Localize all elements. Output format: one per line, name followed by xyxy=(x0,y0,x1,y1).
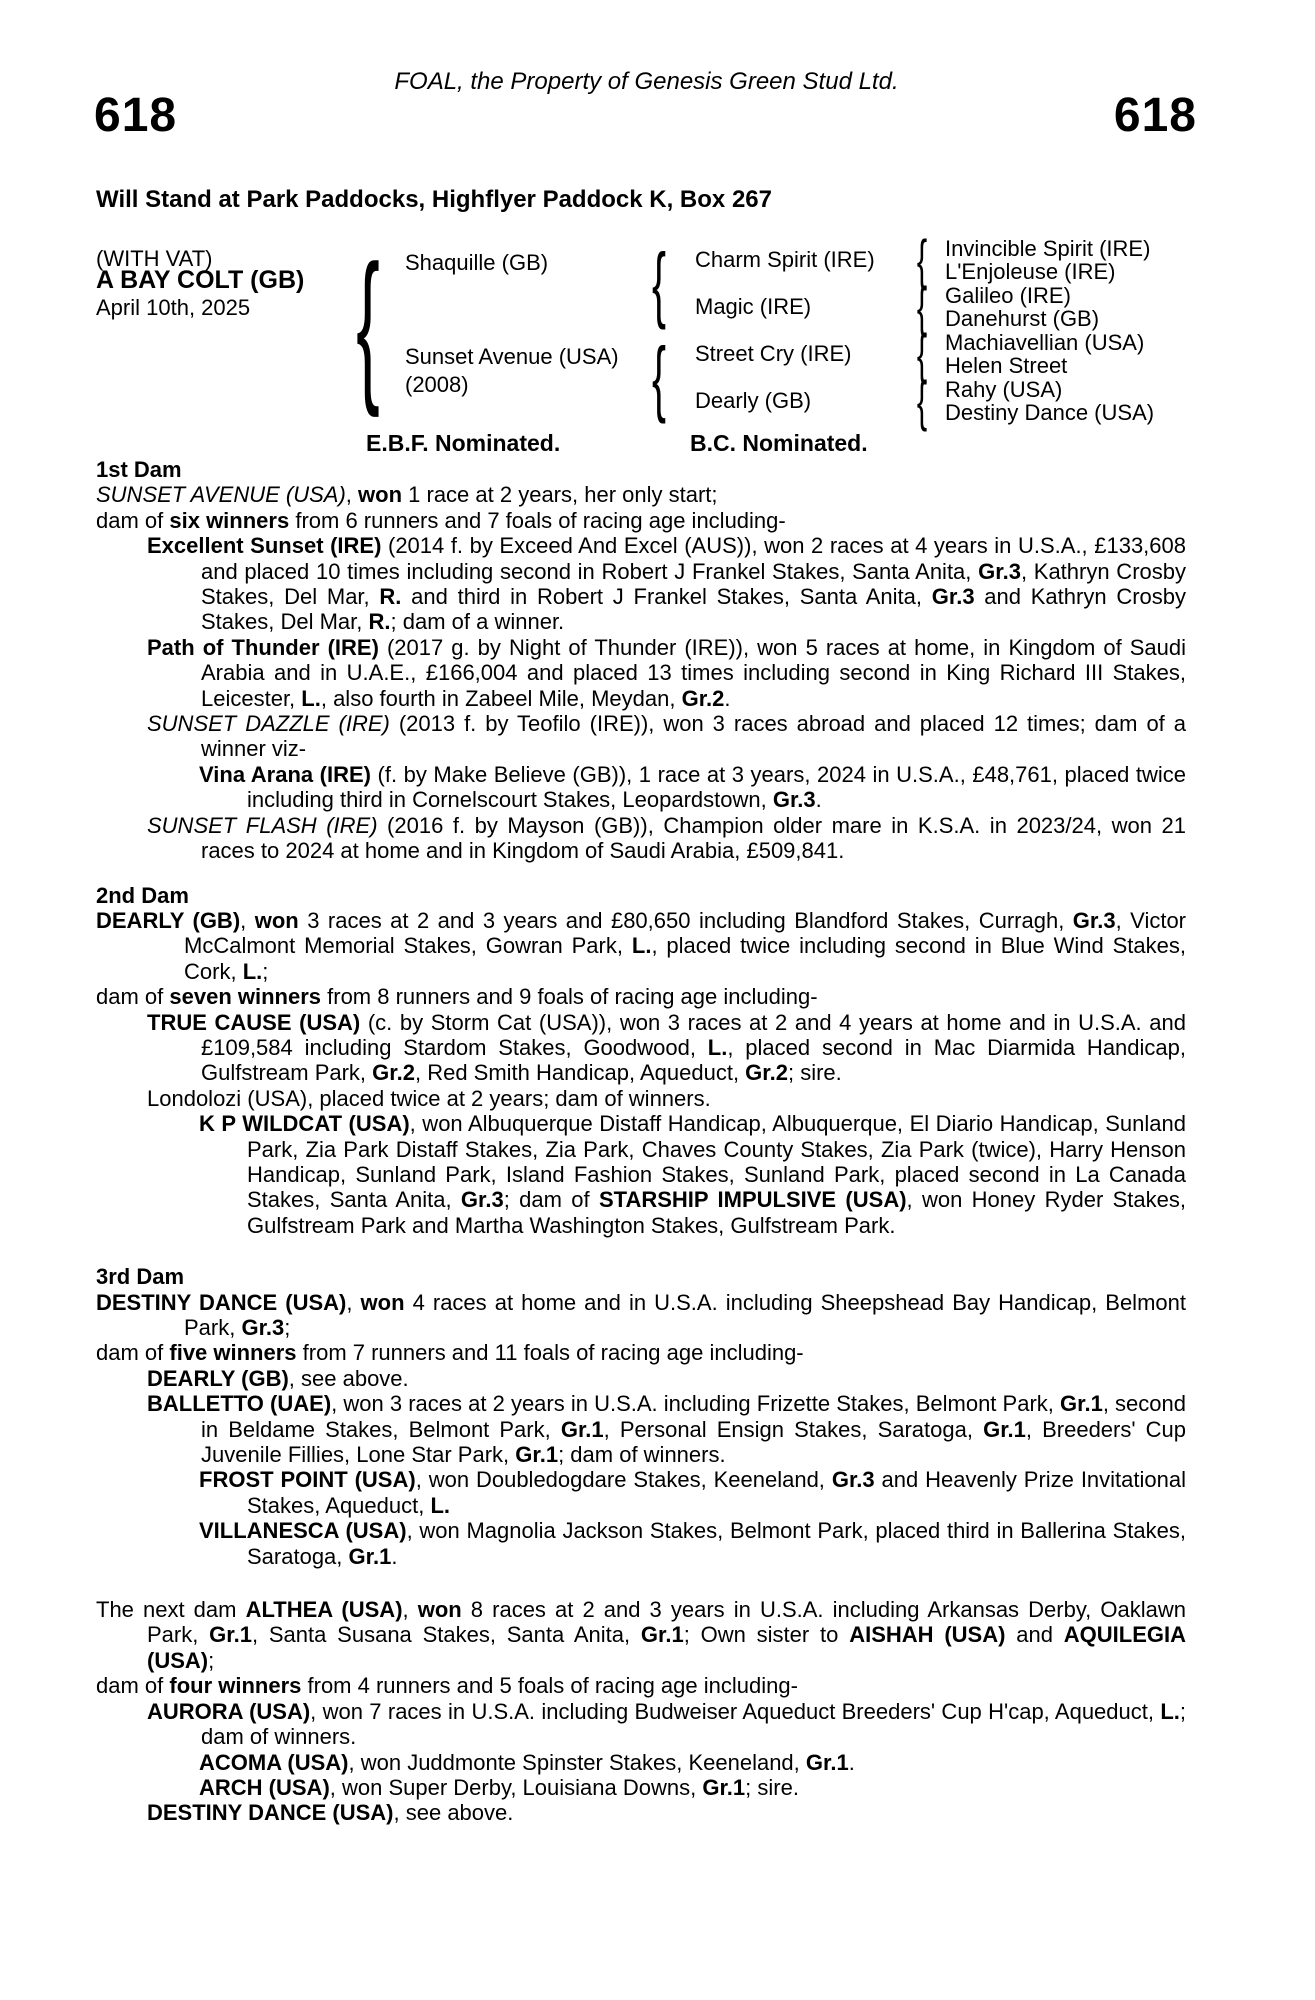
catalogue-paragraph xyxy=(96,1111,1186,1238)
text-segment: Gr.1 xyxy=(348,1543,392,1569)
catalogue-paragraph xyxy=(96,1366,1186,1391)
text-segment: SUNSET FLASH (IRE) xyxy=(147,812,378,838)
text-segment: SUNSET AVENUE (USA) xyxy=(96,482,346,508)
pedigree-brace-g4-2: { xyxy=(916,274,928,338)
catalogue-paragraph xyxy=(96,508,1186,533)
text-segment: , Kathryn Crosby Stakes, Del Mar, xyxy=(201,558,1186,610)
text-segment: dam of xyxy=(96,984,170,1010)
text-segment: BALLETTO (UAE) xyxy=(147,1391,332,1417)
great-grandparent-4: Danehurst (GB) xyxy=(945,306,1100,331)
great-grandparent-2: L'Enjoleuse (IRE) xyxy=(945,259,1116,284)
second-dam-section xyxy=(96,883,1186,1239)
text-segment: . xyxy=(391,1543,398,1569)
catalogue-paragraph xyxy=(96,1750,1186,1775)
catalogue-paragraph xyxy=(96,1340,1186,1365)
text-segment: ; dam of a winner. xyxy=(390,609,565,635)
text-segment: AQUILEGIA (USA) xyxy=(147,1622,1186,1673)
text-segment: Gr.2 xyxy=(372,1060,415,1086)
text-segment: Gr.3 xyxy=(831,1467,875,1493)
text-segment: dam of xyxy=(96,1340,170,1366)
text-segment: from 7 runners and 11 foals of racing age including- xyxy=(296,1340,804,1366)
text-segment: Gr.1 xyxy=(983,1416,1026,1442)
catalogue-paragraph xyxy=(96,984,1186,1009)
catalogue-paragraph xyxy=(96,482,1186,507)
text-segment: ; Own sister to xyxy=(683,1622,850,1648)
great-grandparent-8: Destiny Dance (USA) xyxy=(945,400,1155,425)
section-heading: 1st Dam xyxy=(96,457,182,482)
text-segment: STARSHIP IMPULSIVE (USA) xyxy=(598,1187,907,1213)
text-segment: R. xyxy=(368,609,391,635)
text-segment: , Red Smith Handicap, Aqueduct, xyxy=(414,1060,746,1086)
text-segment: L. xyxy=(631,933,652,959)
catalogue-paragraph xyxy=(96,1391,1186,1467)
catalogue-paragraph xyxy=(96,1518,1186,1569)
text-segment: Gr.1 xyxy=(702,1774,746,1800)
bc-nominated-label: B.C. Nominated. xyxy=(690,430,868,456)
pedigree-brace-g4-1: { xyxy=(916,227,928,291)
text-segment: , Personal Ensign Stakes, Saratoga, xyxy=(603,1416,984,1442)
text-segment: DESTINY DANCE (USA) xyxy=(96,1289,347,1315)
catalogue-paragraph xyxy=(96,1290,1186,1341)
dam-year: (2008) xyxy=(405,372,469,397)
stand-location-line: Will Stand at Park Paddocks, Highflyer Paddock K, Box 267 xyxy=(96,186,772,213)
vat-note: (WITH VAT) xyxy=(96,246,213,271)
great-grandparent-7: Rahy (USA) xyxy=(945,377,1063,402)
text-segment: from 4 runners and 5 foals of racing age including- xyxy=(301,1673,798,1699)
text-segment: five winners xyxy=(169,1340,297,1366)
text-segment: 8 races at 2 and 3 years in U.S.A. including Arkansas Derby, Oaklawn Park, xyxy=(147,1597,1186,1648)
text-segment: L. xyxy=(301,685,321,711)
text-segment: Gr.3 xyxy=(931,584,975,610)
text-segment: , won Juddmonte Spinster Stakes, Keeneland, xyxy=(348,1749,806,1775)
text-segment: ALTHEA (USA) xyxy=(245,1597,403,1623)
next-dam-section xyxy=(96,1597,1186,1826)
text-segment: DEARLY (GB) xyxy=(96,907,241,933)
text-segment: , xyxy=(402,1597,418,1623)
catalogue-paragraph xyxy=(96,813,1186,864)
text-segment: , placed second in Mac Diarmida Handicap, Gulfstream Park, xyxy=(201,1034,1186,1086)
text-segment: (f. by Make Believe (GB)), 1 race at 3 years, 2024 in U.S.A., £48,761, placed twice including third in Cornelscourt Stakes, Leopardstown, xyxy=(247,761,1186,813)
text-segment: (2014 f. by Exceed And Excel (AUS)), won 2 races at 4 years in U.S.A., £133,608 and placed 10 times including second in Robert J Frankel Stakes, Santa Anita, xyxy=(201,533,1186,584)
text-segment: dam of xyxy=(96,507,170,533)
text-segment: ; xyxy=(262,958,269,984)
text-segment: ACOMA (USA) xyxy=(199,1749,349,1775)
text-segment: Gr.3 xyxy=(1072,907,1116,933)
text-segment: , see above. xyxy=(393,1800,514,1826)
text-segment: DESTINY DANCE (USA) xyxy=(147,1800,394,1826)
text-segment: AISHAH (USA) xyxy=(849,1622,1006,1648)
lot-number-left: 618 xyxy=(94,89,178,142)
text-segment: , Breeders' Cup Juvenile Fillies, Lone Star Park, xyxy=(201,1416,1187,1468)
text-segment: four winners xyxy=(169,1673,302,1699)
text-segment: L. xyxy=(707,1034,728,1060)
text-segment: and Kathryn Crosby Stakes, Del Mar, xyxy=(201,584,1186,635)
third-dam-section xyxy=(96,1264,1186,1569)
text-segment: ; dam of winners. xyxy=(201,1698,1186,1750)
text-segment: Path of Thunder (IRE) xyxy=(147,634,379,660)
text-segment: . xyxy=(848,1749,855,1775)
pedigree-brace-g4-3: { xyxy=(916,321,928,385)
text-segment: . xyxy=(815,787,822,813)
text-segment: , second in Beldame Stakes, Belmont Park, xyxy=(201,1391,1186,1442)
text-segment: from 6 runners and 7 foals of racing age including- xyxy=(289,507,786,533)
text-segment: , xyxy=(345,482,359,508)
text-segment: L. xyxy=(1160,1698,1180,1724)
text-segment: six winners xyxy=(169,507,290,533)
text-segment: from 8 runners and 9 foals of racing age including- xyxy=(321,984,818,1010)
text-segment: , Victor McCalmont Memorial Stakes, Gowran Park, xyxy=(184,907,1187,959)
catalogue-paragraph xyxy=(96,1086,1186,1111)
text-segment: , won 7 races in U.S.A. including Budweiser Aqueduct Breeders' Cup H'cap, Aqueduct, xyxy=(310,1698,1161,1724)
text-segment: , placed twice including second in Blue Wind Stakes, Cork, xyxy=(184,933,1186,984)
text-segment: Gr.1 xyxy=(640,1622,684,1648)
catalogue-paragraph xyxy=(96,1673,1186,1698)
text-segment: R. xyxy=(379,584,402,610)
text-segment: Excellent Sunset (IRE) xyxy=(147,533,382,559)
text-segment: , Santa Susana Stakes, Santa Anita, xyxy=(251,1622,641,1648)
lot-number-right: 618 xyxy=(1113,89,1197,142)
text-segment: Gr.1 xyxy=(805,1749,849,1775)
text-segment: seven winners xyxy=(169,984,322,1010)
text-segment: , won Albuquerque Distaff Handicap, Albuquerque, El Diario Handicap, Sunland Park, Zia Park Distaff Stakes, Zia Park, Chaves County Stakes, Zia Park (twice), Harry Henson Handicap, Sunland Park, Island Fashion Stakes, Sunland Park, placed second in La Canada Stakes, Santa Anita, xyxy=(247,1111,1186,1213)
pedigree-brace-sire: { xyxy=(651,235,667,330)
text-segment: ; xyxy=(208,1647,215,1673)
granddam-2: Dearly (GB) xyxy=(695,388,812,413)
text-segment: ARCH (USA) xyxy=(199,1774,330,1800)
pedigree-brace-dam: { xyxy=(651,329,667,424)
text-segment: won xyxy=(360,1289,405,1315)
horse-name: A BAY COLT (GB) xyxy=(96,266,305,294)
catalogue-paragraph xyxy=(96,1775,1186,1800)
catalogue-paragraph xyxy=(96,1699,1186,1750)
text-segment: K P WILDCAT (USA) xyxy=(199,1111,410,1137)
text-segment: Vina Arana (IRE) xyxy=(199,761,371,787)
text-segment: Gr.1 xyxy=(515,1442,559,1468)
text-segment: (2013 f. by Teofilo (IRE)), won 3 races abroad and placed 12 times; dam of a winner viz- xyxy=(201,711,1186,762)
pedigree-text-sections xyxy=(96,457,1186,1826)
text-segment: AURORA (USA) xyxy=(147,1698,311,1724)
text-segment: L. xyxy=(242,958,263,984)
text-segment: DEARLY (GB) xyxy=(147,1365,289,1391)
text-segment: TRUE CAUSE (USA) xyxy=(147,1009,361,1035)
text-segment: Londolozi (USA), placed twice at 2 years; dam of winners. xyxy=(147,1085,711,1111)
text-segment: L. xyxy=(430,1492,451,1518)
text-segment: VILLANESCA (USA) xyxy=(199,1518,407,1544)
text-segment: , won Honey Ryder Stakes, Gulfstream Park and Martha Washington Stakes, Gulfstream Park. xyxy=(247,1187,1186,1238)
property-line: FOAL, the Property of Genesis Green Stud Ltd. xyxy=(394,68,899,95)
text-segment: ; dam of winners. xyxy=(558,1442,726,1468)
text-segment: Gr.1 xyxy=(1060,1391,1103,1417)
catalogue-paragraph xyxy=(96,711,1186,762)
text-segment: , see above. xyxy=(288,1365,409,1391)
text-segment: , won Magnolia Jackson Stakes, Belmont Park, placed third in Ballerina Stakes, Saratoga, xyxy=(247,1518,1186,1569)
catalogue-paragraph xyxy=(96,1597,1186,1673)
text-segment: Gr.1 xyxy=(560,1416,604,1442)
text-segment: , xyxy=(346,1289,361,1315)
text-segment: 4 races at home and in U.S.A. including Sheepshead Bay Handicap, Belmont Park, xyxy=(184,1289,1186,1340)
catalogue-paragraph xyxy=(96,762,1186,813)
text-segment: Gr.3 xyxy=(241,1315,285,1340)
text-segment: 3 races at 2 and 3 years and £80,650 including Blandford Stakes, Curragh, xyxy=(298,907,1073,933)
text-segment: and xyxy=(1005,1622,1064,1648)
text-segment: , won Super Derby, Louisiana Downs, xyxy=(329,1774,703,1800)
text-segment: (2016 f. by Mayson (GB)), Champion older mare in K.S.A. in 2023/24, won 21 races to 2024 at home and in Kingdom of Saudi Arabia, £509,841. xyxy=(201,812,1186,864)
text-segment: and third in Robert J Frankel Stakes, Santa Anita, xyxy=(401,584,932,610)
text-segment: , won Doubledogdare Stakes, Keeneland, xyxy=(415,1467,832,1493)
text-segment: , won 3 races at 2 years in U.S.A. including Frizette Stakes, Belmont Park, xyxy=(331,1391,1060,1417)
catalogue-paragraph xyxy=(96,1010,1186,1086)
text-segment: ; dam of xyxy=(503,1187,599,1213)
great-grandparent-3: Galileo (IRE) xyxy=(945,283,1071,308)
text-segment: ; xyxy=(284,1315,291,1340)
granddam-1: Magic (IRE) xyxy=(695,294,812,319)
catalogue-paragraph xyxy=(96,533,1186,635)
text-segment: (c. by Storm Cat (USA)), won 3 races at 2 and 4 years at home and in U.S.A. and £109,584 including Stardom Stakes, Goodwood, xyxy=(201,1009,1186,1060)
text-segment: Gr.2 xyxy=(745,1060,788,1086)
text-segment: Gr.3 xyxy=(460,1187,504,1213)
catalogue-paragraph xyxy=(96,1800,1186,1825)
catalogue-paragraph xyxy=(96,908,1186,984)
pedigree-brace-g4-4: { xyxy=(916,368,928,432)
text-segment: (2017 g. by Night of Thunder (IRE)), won 5 races at home, in Kingdom of Saudi Arabia and in U.A.E., £166,004 and placed 13 times including second in King Richard III Stakes, Leicester, xyxy=(201,634,1186,711)
grandsire-2: Street Cry (IRE) xyxy=(695,341,852,366)
text-segment: SUNSET DAZZLE (IRE) xyxy=(147,711,390,737)
great-grandparent-6: Helen Street xyxy=(945,353,1068,378)
sire-name: Shaquille (GB) xyxy=(405,250,549,275)
text-segment: , xyxy=(240,907,255,933)
catalogue-paragraph xyxy=(96,1467,1186,1518)
text-segment: won xyxy=(417,1597,462,1623)
text-segment: , also fourth in Zabeel Mile, Meydan, xyxy=(320,685,682,711)
text-segment: and Heavenly Prize Invitational Stakes, Aqueduct, xyxy=(247,1467,1186,1518)
text-segment: ; sire. xyxy=(745,1774,799,1800)
first-dam-section xyxy=(96,457,1186,864)
text-segment: Gr.3 xyxy=(772,787,816,813)
text-segment: Gr.1 xyxy=(209,1622,252,1648)
text-segment: FROST POINT (USA) xyxy=(199,1467,416,1493)
text-segment: won xyxy=(254,907,299,933)
catalogue-paragraph xyxy=(96,635,1186,711)
text-segment: Gr.2 xyxy=(681,685,725,711)
text-segment: dam of xyxy=(96,1673,170,1699)
text-segment: The next dam xyxy=(96,1597,246,1623)
ebf-nominated-label: E.B.F. Nominated. xyxy=(366,430,561,456)
text-segment: Gr.3 xyxy=(978,558,1021,584)
grandsire-1: Charm Spirit (IRE) xyxy=(695,247,875,272)
text-segment: . xyxy=(724,685,731,711)
section-heading: 2nd Dam xyxy=(96,882,189,908)
text-segment: won xyxy=(358,482,403,508)
great-grandparent-1: Invincible Spirit (IRE) xyxy=(945,236,1151,261)
dam-name: Sunset Avenue (USA) xyxy=(405,344,619,369)
section-heading: 3rd Dam xyxy=(96,1264,185,1290)
pedigree-brace-main: { xyxy=(356,229,380,418)
text-segment: 1 race at 2 years, her only start; xyxy=(402,482,718,508)
great-grandparent-5: Machiavellian (USA) xyxy=(945,330,1145,355)
text-segment: ; sire. xyxy=(787,1060,842,1086)
foaling-date: April 10th, 2025 xyxy=(96,295,251,320)
